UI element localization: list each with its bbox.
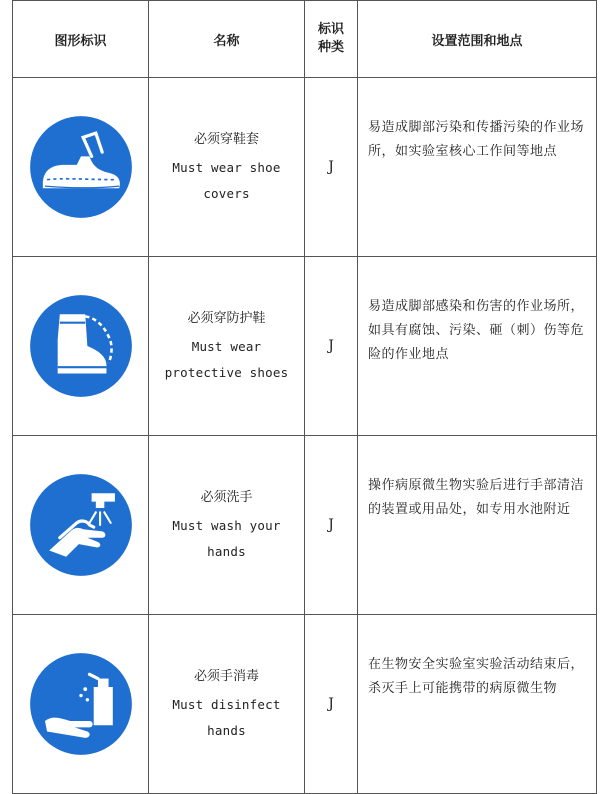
place-cell: 在生物安全实验室实验活动结束后，杀灭手上可能携带的病原微生物	[358, 615, 597, 794]
name-cell	[149, 436, 305, 615]
shoe-cover-icon	[28, 114, 134, 220]
sign-table-sheet	[12, 0, 592, 738]
header-place: 设置范围和地点	[358, 1, 597, 78]
hand-disinfect-icon	[28, 651, 134, 757]
name-cn: 必须手消毒	[193, 669, 259, 684]
sign-cell	[13, 257, 149, 436]
place-cell: 易造成脚部感染和伤害的作业场所，如具有腐蚀、污染、砸（刺）伤等危险的作业地点	[358, 257, 597, 436]
protective-boot-icon	[28, 293, 134, 399]
name-en-line2: hands	[207, 723, 246, 738]
name-cn: 必须穿防护鞋	[187, 311, 266, 326]
name-en-line1: Must wear shoe	[172, 160, 281, 175]
place-cell: 操作病原微生物实验后进行手部清洁的装置或用品处，如专用水池附近	[358, 436, 597, 615]
place-cell: 易造成脚部污染和传播污染的作业场所，如实验室核心工作间等地点	[358, 78, 597, 257]
table-row	[13, 257, 597, 436]
header-sign: 图形标识	[13, 1, 149, 78]
name-cell	[149, 615, 305, 794]
header-type	[305, 1, 358, 78]
sign-cell	[13, 436, 149, 615]
name-en-line1: Must disinfect	[172, 697, 281, 712]
name-en-line1: Must wash your	[172, 518, 281, 533]
name-cn: 必须洗手	[200, 490, 253, 505]
type-cell: J	[305, 78, 358, 257]
sign-cell	[13, 78, 149, 257]
name-en-line1: Must wear	[191, 339, 262, 354]
table-header-row	[13, 1, 597, 78]
type-cell: J	[305, 257, 358, 436]
name-en-line2: protective shoes	[164, 365, 289, 380]
header-type-line2: 种类	[317, 40, 344, 55]
name-cell	[149, 257, 305, 436]
hand-wash-icon	[28, 472, 134, 578]
header-type-line1: 标识	[317, 22, 344, 37]
sign-cell	[13, 615, 149, 794]
table-row	[13, 78, 597, 257]
name-cn: 必须穿鞋套	[193, 132, 259, 147]
name-en-line2: hands	[207, 544, 246, 559]
name-en-line2: covers	[203, 186, 250, 201]
type-cell: J	[305, 436, 358, 615]
table-row	[13, 436, 597, 615]
header-name: 名称	[149, 1, 305, 78]
table-row	[13, 615, 597, 794]
mandatory-sign-table	[12, 0, 597, 794]
type-cell: J	[305, 615, 358, 794]
name-cell	[149, 78, 305, 257]
